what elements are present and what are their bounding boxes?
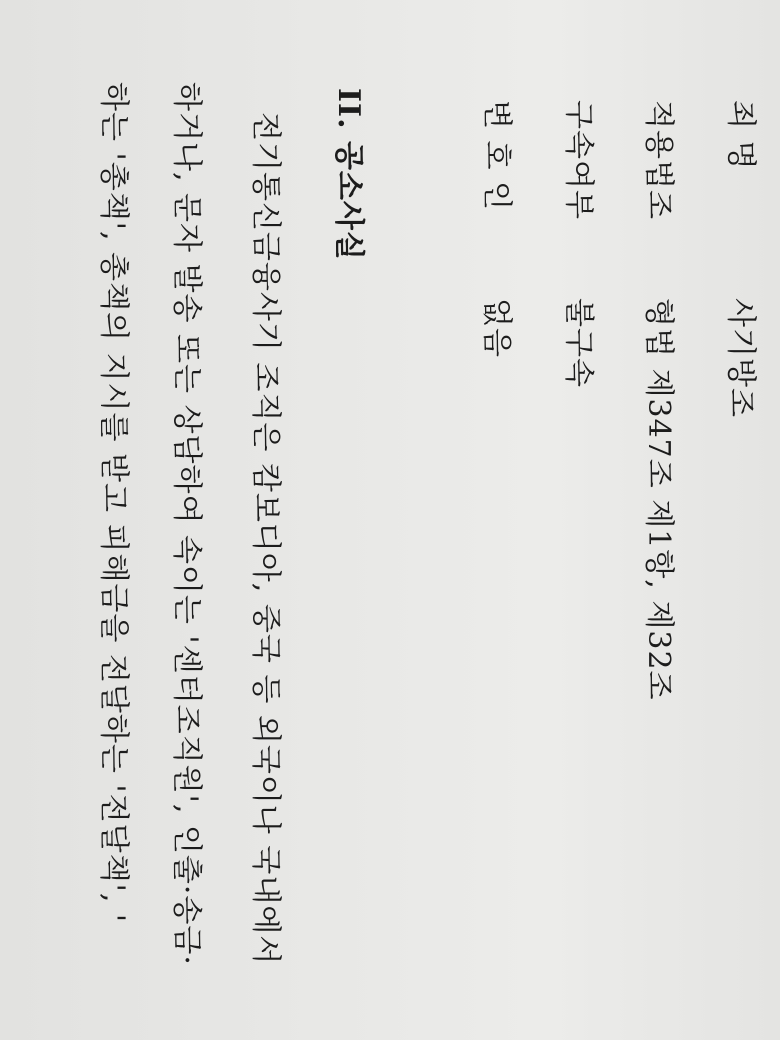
applicable-law-value: 형법 제347조 제1항, 제32조 xyxy=(641,298,676,701)
charge-label: 죄 명 xyxy=(723,100,758,171)
detention-label: 구속여부 xyxy=(561,100,596,220)
paragraph-line: 하거나, 문자 발송 또는 상담하여 속이는 '센터조직원', 인출·송금· xyxy=(169,82,204,966)
paragraph-line: 전기통신금융사기 조직은 캄보디아, 중국 등 외국이나 국내에서 xyxy=(248,112,283,966)
detention-value: 불구속 xyxy=(561,298,596,388)
defense-counsel-label: 변 호 인 xyxy=(479,100,514,212)
paragraph-line: 하는 '총책', 총책의 지시를 받고 피해금을 전달하는 '전달책', ' xyxy=(96,82,131,924)
charge-value: 사기방조 xyxy=(723,298,758,418)
applicable-law-label: 적용법조 xyxy=(641,100,676,220)
defense-counsel-value: 없음 xyxy=(479,298,514,358)
section-heading: II. 공소사실 xyxy=(331,88,366,261)
